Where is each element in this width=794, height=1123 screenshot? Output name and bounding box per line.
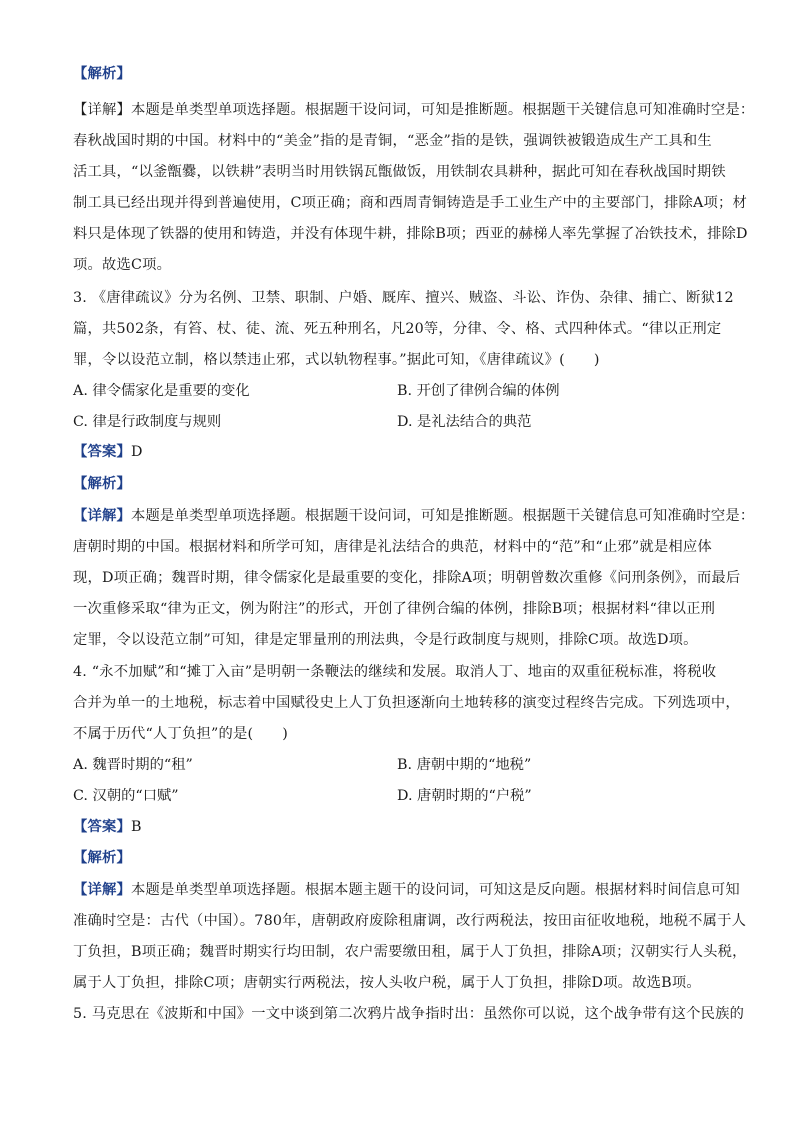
answer-line <box>73 817 733 837</box>
option-c: C. 汉朝的“口赋” <box>73 788 179 804</box>
option-d: D. 唐朝时期的“户税” <box>397 788 532 804</box>
detail-paragraph-line: 属于人丁负担，排除C项；唐朝实行两税法，按人头收户税，属于人丁负担，排除D项。故选B项。 <box>73 975 701 991</box>
answer-label: 【答案】 <box>73 819 131 835</box>
question-stem-line: 5. 马克思在《波斯和中国》一文中谈到第二次鸦片战争指时出：虽然你可以说，这个战争带有这个民族的 <box>73 1006 745 1022</box>
option-a: A. 律令儒家化是重要的变化 <box>73 383 250 399</box>
detail-paragraph-line <box>73 880 740 900</box>
detail-label: 【详解】 <box>73 508 131 524</box>
answer-label: 【答案】 <box>73 444 131 460</box>
detail-paragraph-line <box>73 506 755 526</box>
question-stem-line: 合并为单一的土地税，标志着中国赋役史上人丁负担逐渐向土地转移的演变过程终告完成。下列选项中， <box>73 695 740 711</box>
detail-paragraph-line: 活工具，“以釜甑爨，以铁耕”表明当时用铁锅瓦甑做饭，用铁制农具耕种，据此可知在春秋战国时期铁 <box>73 164 726 180</box>
detail-paragraph-line: 准确时空是：古代（中国）。780年，唐朝政府废除租庸调，改行两税法，按田亩征收地税，地税不属于人 <box>73 913 747 929</box>
answer-value: B <box>131 819 142 835</box>
question-stem-line: 3. 《唐律疏议》分为名例、卫禁、职制、户婚、厩库、擅兴、贼盗、斗讼、诈伪、杂律、捕亡、断狱12 <box>73 290 734 306</box>
detail-paragraph-line: 【详解】本题是单类型单项选择题。根据题干设问词，可知是推断题。根据题干关键信息可知准确时空是： <box>73 102 755 118</box>
option-b: B. 唐朝中期的“地税” <box>397 757 532 773</box>
question-stem-line: 罪，令以设范立制，格以禁违止邪，式以轨物程事。”据此可知，《唐律疏议》( ) <box>73 352 600 368</box>
answer-value: D <box>131 444 143 460</box>
detail-paragraph-line: 项。故选C项。 <box>73 257 172 273</box>
detail-paragraph-line: 定罪，令以设范立制”可知，律是定罪量刑的刑法典，令是行政制度与规则，排除C项。故选D项。 <box>73 632 698 648</box>
detail-paragraph-line: 丁负担，B项正确；魏晋时期实行均田制，农户需要缴田租，属于人丁负担，排除A项；汉朝实行人头税， <box>73 944 747 960</box>
detail-paragraph-line: 现，D项正确；魏晋时期，律令儒家化是最重要的变化，排除A项；明朝曾数次重修《问刑条例》，而最后 <box>73 570 741 586</box>
detail-paragraph-line: 制工具已经出现并得到普遍使用，C项正确；商和西周青铜铸造是手工业生产中的主要部门，排除A项；材 <box>73 195 748 211</box>
option-c: C. 律是行政制度与规则 <box>73 414 222 430</box>
detail-text: 本题是单类型单项选择题。根据本题主题干的设问词，可知这是反向题。根据材料时间信息可知 <box>131 882 740 898</box>
detail-paragraph-line: 料只是体现了铁器的使用和铸造，并没有体现牛耕，排除B项；西亚的赫梯人率先掌握了冶铁技术，排除D <box>73 226 748 242</box>
analysis-label: 【解析】 <box>73 850 131 866</box>
option-b: B. 开创了律例合编的体例 <box>397 383 560 399</box>
analysis-label: 【解析】 <box>73 476 131 492</box>
detail-paragraph-line: 春秋战国时期的中国。材料中的“美金”指的是青铜，“恶金”指的是铁，强调铁被锻造成生产工具和生 <box>73 133 712 149</box>
detail-text: 本题是单类型单项选择题。根据题干设问词，可知是推断题。根据题干关键信息可知准确时空是： <box>131 508 755 524</box>
option-d: D. 是礼法结合的典范 <box>397 414 532 430</box>
question-stem-line: 不属于历代“人丁负担”的是( ) <box>73 726 289 742</box>
question-stem-line: 4. “永不加赋”和“摊丁入亩”是明朝一条鞭法的继续和发展。取消人丁、地亩的双重征税标准，将税收 <box>73 664 717 680</box>
detail-label: 【详解】 <box>73 882 131 898</box>
analysis-label: 【解析】 <box>73 66 131 82</box>
question-stem-line: 篇，共502条，有笞、杖、徒、流、死五种刑名，凡20等，分律、令、格、式四种体式。“律以正刑定 <box>73 321 722 337</box>
detail-paragraph-line: 一次重修采取“律为正文，例为附注”的形式，开创了律例合编的体例，排除B项；根据材料“律以正刑 <box>73 601 716 617</box>
option-a: A. 魏晋时期的“租” <box>73 757 193 773</box>
answer-line <box>73 442 733 462</box>
detail-paragraph-line: 唐朝时期的中国。根据材料和所学可知，唐律是礼法结合的典范，材料中的“范”和“止邪”就是相应体 <box>73 539 712 555</box>
